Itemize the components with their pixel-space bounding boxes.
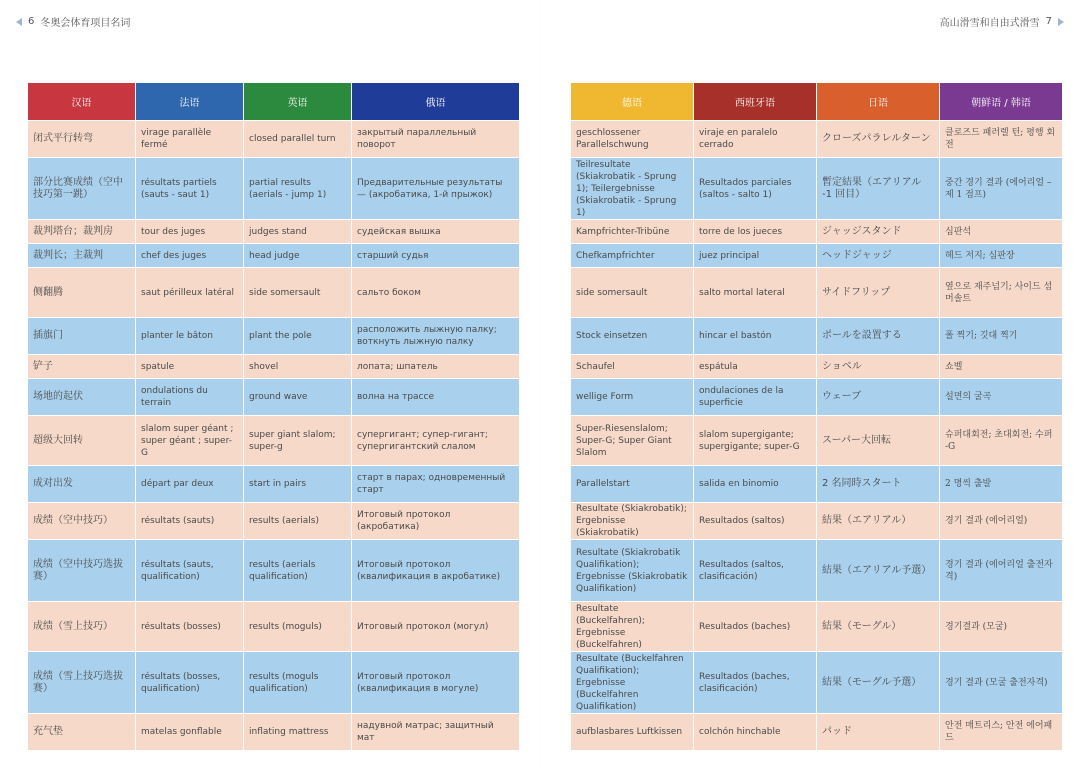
- right-cell-ja: ポールを設置する: [817, 317, 940, 354]
- right-cell-es: salida en binomio: [694, 465, 817, 502]
- right-cell-ko: 클로즈드 패러렐 턴; 평행 회전: [940, 120, 1063, 157]
- right-cell-ko: 2 명씩 출발: [940, 465, 1063, 502]
- right-cell-ja: パッド: [817, 713, 940, 750]
- right-cell-ja: スーパー大回転: [817, 415, 940, 465]
- table-row: [571, 317, 1063, 354]
- right-cell-ja: 結果（エアリアル）: [817, 502, 940, 539]
- table-row: [28, 465, 520, 502]
- left-column-header-ru: 俄语: [352, 83, 520, 120]
- table-row: [571, 713, 1063, 750]
- left-cell-ru: старший судья: [352, 243, 520, 267]
- right-column-header-ko: 朝鲜语 / 韩语: [940, 83, 1063, 120]
- left-cell-ru: расположить лыжную палку; воткнуть лыжную палку: [352, 317, 520, 354]
- left-cell-fr: tour des juges: [136, 219, 244, 243]
- left-cell-en: results (moguls): [244, 601, 352, 651]
- right-cell-de: side somersault: [571, 267, 694, 317]
- left-cell-en: head judge: [244, 243, 352, 267]
- left-cell-fr: slalom super géant ; super géant ; super-G: [136, 415, 244, 465]
- next-page-arrow-icon[interactable]: [1058, 18, 1064, 26]
- right-cell-es: espátula: [694, 354, 817, 378]
- right-page-number: 7: [1045, 16, 1052, 27]
- table-row: [28, 267, 520, 317]
- left-cell-zh: 成绩（雪上技巧选拔赛）: [28, 651, 136, 713]
- table-row: [571, 378, 1063, 415]
- left-cell-zh: 裁判塔台；裁判房: [28, 219, 136, 243]
- left-cell-ru: лопата; шпатель: [352, 354, 520, 378]
- right-cell-es: colchón hinchable: [694, 713, 817, 750]
- left-cell-zh: 闭式平行转弯: [28, 120, 136, 157]
- table-row: [571, 502, 1063, 539]
- right-cell-es: salto mortal lateral: [694, 267, 817, 317]
- right-cell-de: Teilresultate (Skiakrobatik - Sprung 1); Teilergebnisse (Skiakrobatik - Sprung 1): [571, 157, 694, 219]
- left-cell-fr: résultats (sauts, qualification): [136, 539, 244, 601]
- table-row: [571, 539, 1063, 601]
- right-cell-ko: 안전 매트리스; 안전 에어패드: [940, 713, 1063, 750]
- right-cell-es: Resultados (baches): [694, 601, 817, 651]
- right-cell-ko: 경기 결과 (모굴 출전자격): [940, 651, 1063, 713]
- left-cell-en: closed parallel turn: [244, 120, 352, 157]
- right-column-header-es: 西班牙语: [694, 83, 817, 120]
- right-cell-de: Kampfrichter-Tribüne: [571, 219, 694, 243]
- right-cell-ko: 폴 찍기; 깃대 찍기: [940, 317, 1063, 354]
- left-cell-en: judges stand: [244, 219, 352, 243]
- left-cell-en: results (aerials qualification): [244, 539, 352, 601]
- page-gutter: [540, 0, 541, 768]
- right-cell-de: Parallelstart: [571, 465, 694, 502]
- right-cell-es: juez principal: [694, 243, 817, 267]
- left-cell-zh: 成绩（空中技巧）: [28, 502, 136, 539]
- left-cell-zh: 插旗门: [28, 317, 136, 354]
- left-cell-fr: départ par deux: [136, 465, 244, 502]
- left-cell-en: super giant slalom; super-g: [244, 415, 352, 465]
- table-row: [571, 243, 1063, 267]
- left-cell-fr: virage parallèle fermé: [136, 120, 244, 157]
- right-cell-de: aufblasbares Luftkissen: [571, 713, 694, 750]
- right-cell-ja: ウェーブ: [817, 378, 940, 415]
- left-cell-fr: chef des juges: [136, 243, 244, 267]
- right-cell-ja: 結果（モーグル）: [817, 601, 940, 651]
- right-cell-es: ondulaciones de la superficie: [694, 378, 817, 415]
- table-row: [28, 539, 520, 601]
- right-cell-ko: 옆으로 재주넘기; 사이드 섬머솔트: [940, 267, 1063, 317]
- left-cell-en: partial results (aerials - jump 1): [244, 157, 352, 219]
- right-cell-es: slalom supergigante; supergigante; super-G: [694, 415, 817, 465]
- right-cell-ja: サイドフリップ: [817, 267, 940, 317]
- left-cell-en: start in pairs: [244, 465, 352, 502]
- table-row: [571, 157, 1063, 219]
- left-cell-ru: волна на трассе: [352, 378, 520, 415]
- left-cell-en: inflating mattress: [244, 713, 352, 750]
- left-cell-fr: spatule: [136, 354, 244, 378]
- left-cell-ru: Предварительные результаты — (акробатика, 1-й прыжок): [352, 157, 520, 219]
- table-row: [28, 502, 520, 539]
- left-cell-en: plant the pole: [244, 317, 352, 354]
- table-row: [571, 354, 1063, 378]
- table-row: [571, 601, 1063, 651]
- right-cell-de: Schaufel: [571, 354, 694, 378]
- left-cell-zh: 成绩（雪上技巧）: [28, 601, 136, 651]
- right-cell-es: Resultados parciales (saltos - salto 1): [694, 157, 817, 219]
- table-row: [28, 601, 520, 651]
- right-cell-ja: 結果（モーグル予選）: [817, 651, 940, 713]
- left-column-header-fr: 法语: [136, 83, 244, 120]
- right-cell-ko: 경기 결과 (에어리얼 출전자격): [940, 539, 1063, 601]
- right-cell-de: wellige Form: [571, 378, 694, 415]
- left-cell-zh: 成对出发: [28, 465, 136, 502]
- left-page-number: 6: [28, 16, 35, 27]
- right-cell-de: Resultate (Skiakrobatik); Ergebnisse (Skiakrobatik): [571, 502, 694, 539]
- right-cell-es: Resultados (saltos, clasificación): [694, 539, 817, 601]
- left-cell-fr: résultats (bosses): [136, 601, 244, 651]
- left-cell-en: results (aerials): [244, 502, 352, 539]
- left-cell-fr: ondulations du terrain: [136, 378, 244, 415]
- right-cell-ko: 쇼벨: [940, 354, 1063, 378]
- table-row: [571, 267, 1063, 317]
- right-cell-ja: ヘッドジャッジ: [817, 243, 940, 267]
- left-cell-en: side somersault: [244, 267, 352, 317]
- right-cell-ko: 경기 결과 (에어리얼): [940, 502, 1063, 539]
- left-column-header-en: 英语: [244, 83, 352, 120]
- left-cell-zh: 成绩（空中技巧选拔赛）: [28, 539, 136, 601]
- right-cell-de: geschlossener Parallelschwung: [571, 120, 694, 157]
- left-cell-ru: Итоговый протокол (квалификация в акробатике): [352, 539, 520, 601]
- right-cell-de: Stock einsetzen: [571, 317, 694, 354]
- table-row: [28, 378, 520, 415]
- right-cell-de: Chefkampfrichter: [571, 243, 694, 267]
- table-row: [571, 465, 1063, 502]
- left-cell-ru: судейская вышка: [352, 219, 520, 243]
- right-cell-ko: 중간 경기 결과 (에어리얼 – 제 1 점프): [940, 157, 1063, 219]
- left-cell-ru: старт в парах; одновременный старт: [352, 465, 520, 502]
- left-cell-zh: 部分比赛成绩（空中技巧第一跳）: [28, 157, 136, 219]
- table-row: [28, 354, 520, 378]
- right-cell-de: Resultate (Buckelfahren); Ergebnisse (Buckelfahren): [571, 601, 694, 651]
- previous-page-arrow-icon[interactable]: [16, 18, 22, 26]
- right-cell-ja: 暫定結果（エアリアル -1 回目）: [817, 157, 940, 219]
- table-row: [28, 651, 520, 713]
- right-column-header-de: 德语: [571, 83, 694, 120]
- left-page-header: [16, 14, 130, 29]
- left-cell-ru: Итоговый протокол (могул): [352, 601, 520, 651]
- left-cell-fr: planter le bâton: [136, 317, 244, 354]
- left-cell-en: shovel: [244, 354, 352, 378]
- right-page-title: 高山滑雪和自由式滑雪: [939, 18, 1040, 29]
- right-cell-ko: 슈퍼대회전; 초대회전; 수퍼 -G: [940, 415, 1063, 465]
- left-cell-ru: Итоговый протокол (акробатика): [352, 502, 520, 539]
- table-row: [571, 651, 1063, 713]
- left-cell-fr: résultats (bosses, qualification): [136, 651, 244, 713]
- right-cell-ko: 심판석: [940, 219, 1063, 243]
- left-cell-fr: saut périlleux latéral: [136, 267, 244, 317]
- table-row: [571, 415, 1063, 465]
- right-cell-ko: 설면의 굴곡: [940, 378, 1063, 415]
- left-cell-ru: закрытый параллельный поворот: [352, 120, 520, 157]
- left-cell-fr: matelas gonflable: [136, 713, 244, 750]
- left-cell-fr: résultats (sauts): [136, 502, 244, 539]
- left-cell-fr: résultats partiels (sauts - saut 1): [136, 157, 244, 219]
- right-cell-de: Resultate (Buckelfahren Qualifikation); Ergebnisse (Buckelfahren Qualifikation): [571, 651, 694, 713]
- table-row: [28, 713, 520, 750]
- table-row: [28, 157, 520, 219]
- left-cell-zh: 裁判长；主裁判: [28, 243, 136, 267]
- right-cell-de: Super-Riesenslalom; Super-G; Super Giant Slalom: [571, 415, 694, 465]
- left-cell-zh: 充气垫: [28, 713, 136, 750]
- right-cell-ja: ショベル: [817, 354, 940, 378]
- right-glossary-table: [571, 83, 1063, 750]
- table-row: [571, 120, 1063, 157]
- left-cell-zh: 场地的起伏: [28, 378, 136, 415]
- table-row: [28, 120, 520, 157]
- left-glossary-table: [28, 83, 520, 750]
- left-cell-ru: Итоговый протокол (квалификация в могуле): [352, 651, 520, 713]
- right-cell-ko: 경기결과 (모굴): [940, 601, 1063, 651]
- table-row: [571, 219, 1063, 243]
- table-row: [28, 415, 520, 465]
- right-cell-es: Resultados (saltos): [694, 502, 817, 539]
- left-cell-zh: 铲子: [28, 354, 136, 378]
- right-cell-es: hincar el bastón: [694, 317, 817, 354]
- left-cell-en: ground wave: [244, 378, 352, 415]
- right-cell-es: torre de los jueces: [694, 219, 817, 243]
- left-cell-ru: супергигант; супер-гигант; супергигантский слалом: [352, 415, 520, 465]
- left-cell-en: results (moguls qualification): [244, 651, 352, 713]
- right-page-header: [940, 14, 1064, 29]
- right-cell-ja: 2 名同時スタート: [817, 465, 940, 502]
- right-cell-ko: 헤드 저지; 심판장: [940, 243, 1063, 267]
- left-cell-zh: 超级大回转: [28, 415, 136, 465]
- right-cell-de: Resultate (Skiakrobatik Qualifikation); Ergebnisse (Skiakrobatik Qualifikation): [571, 539, 694, 601]
- table-row: [28, 219, 520, 243]
- right-cell-ja: クローズパラレルターン: [817, 120, 940, 157]
- table-row: [28, 317, 520, 354]
- left-cell-ru: надувной матрас; защитный мат: [352, 713, 520, 750]
- right-cell-es: viraje en paralelo cerrado: [694, 120, 817, 157]
- left-page-title: 冬奥会体育项目名词: [40, 18, 131, 29]
- left-cell-zh: 侧翻腾: [28, 267, 136, 317]
- right-cell-es: Resultados (baches, clasificación): [694, 651, 817, 713]
- left-column-header-zh: 汉语: [28, 83, 136, 120]
- table-row: [28, 243, 520, 267]
- left-cell-ru: сальто боком: [352, 267, 520, 317]
- right-cell-ja: 結果（エアリアル予選）: [817, 539, 940, 601]
- right-cell-ja: ジャッジスタンド: [817, 219, 940, 243]
- right-column-header-ja: 日语: [817, 83, 940, 120]
